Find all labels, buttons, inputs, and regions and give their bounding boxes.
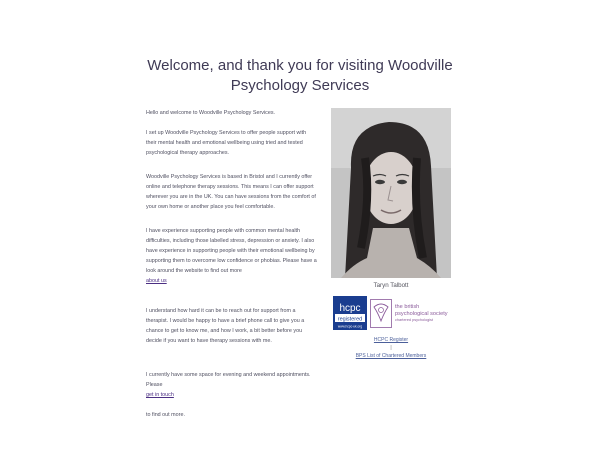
intro-paragraph: Woodville Psychology Services is based in Bristol and I currently offer online and telephone therapy sessions. This means I can offer support wherever you are in the UK. You can have sessions from the comfort of your own home or another place you feel comfortable. [146,174,316,210]
hcpc-logo-graphic [333,296,367,330]
bps-logo[interactable] [370,299,452,329]
hcpc-logo-sub: registered [337,316,363,323]
bps-list-link[interactable]: BPS List of Chartered Members [355,353,427,359]
photo-caption: Taryn Talbott [373,282,409,289]
profile-photo-image [331,108,451,278]
hcpc-logo-text: hcpc [339,303,361,314]
bps-logo-graphic [370,299,452,329]
hcpc-logo-url: www.hcpc-uk.org [337,324,363,329]
bps-line1: the british [395,304,420,310]
about-us-link[interactable]: about us [146,278,167,284]
page-title-line2: Psychology Services [230,77,370,94]
register-links [331,336,451,360]
hcpc-register-link[interactable]: HCPC Register [373,337,409,343]
link-separator: | [390,345,392,351]
intro-paragraph: I currently have some space for evening and weekend appointments. Please [146,372,311,388]
intro-paragraph: I have experience supporting people with common mental health difficulties, including those labelled stress, depression or anxiety. I also have experience in supporting people with their emotional wellbeing by supporting them to overcome low confidence or phobias. Please have a look around the website to find out more [146,228,317,274]
intro-paragraph: Hello and welcome to Woodville Psychology Services. [146,110,276,116]
get-in-touch-link[interactable]: get in touch [146,392,174,398]
intro-text [146,108,318,420]
page-title [0,56,600,96]
bps-line3: chartered psychologist [395,318,433,322]
intro-paragraph: I set up Woodville Psychology Services to offer people support with their mental health and emotional wellbeing using tried and tested psychological therapy approaches. [146,130,307,156]
bps-line2: psychological society [395,311,448,317]
intro-paragraph: to find out more. [146,412,185,418]
intro-paragraph: I understand how hard it can be to reach out for support from a therapist. I would be happy to have a brief phone call to give you a chance to get to know me, and how I work, a bit better before you decide if you want to have therapy sessions with me. [146,308,305,344]
hcpc-logo[interactable] [333,296,367,330]
profile-photo [331,108,451,278]
page-title-line1: Welcome, and thank you for visiting Woodville [147,57,453,74]
